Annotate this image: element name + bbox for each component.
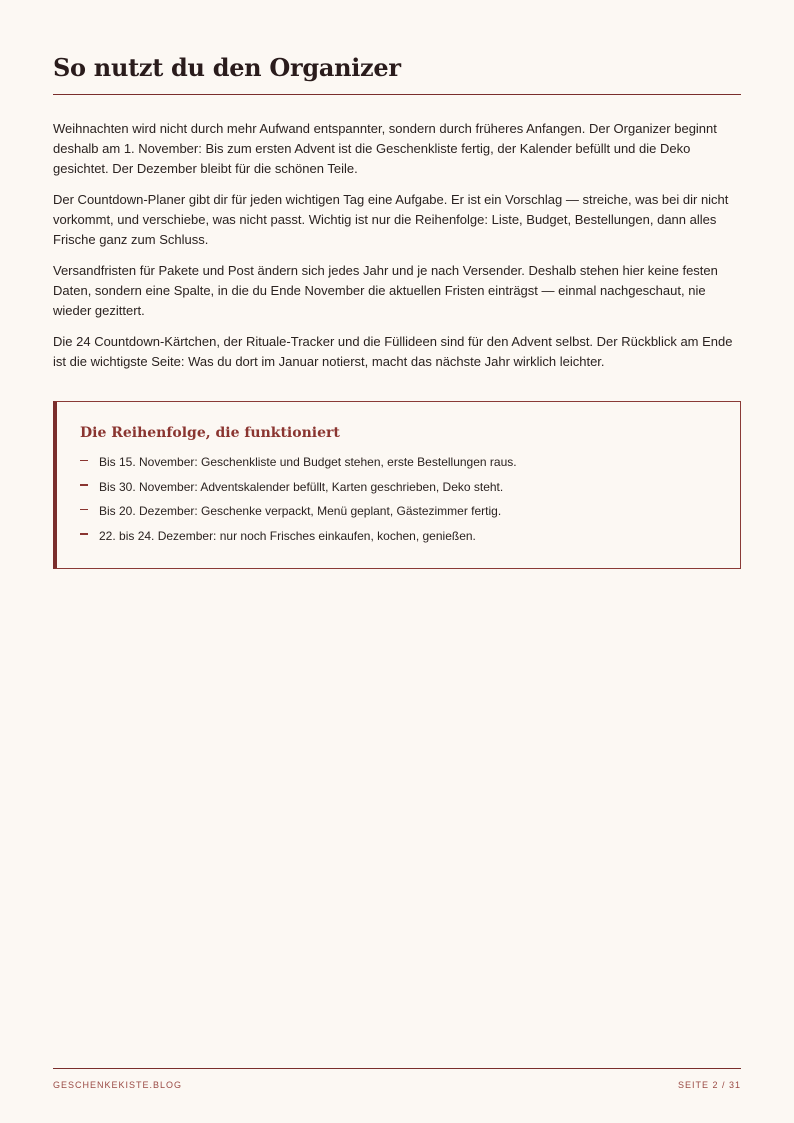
list-item-text: 22. bis 24. Dezember: nur noch Frisches einkaufen, kochen, genießen. <box>99 528 476 543</box>
dash-bullet-icon <box>80 509 88 510</box>
callout-title: Die Reihenfolge, die funktioniert <box>80 425 340 441</box>
paragraph: Der Countdown-Planer gibt dir für jeden wichtigen Tag eine Aufgabe. Er ist ein Vorschlag — streiche, was bei dir nicht vorkommt, und verschiebe, was nicht passt. Wichtig ist nur die Reihenfolge: Liste, Budget, Bestellungen, dann alles Frische ganz zum Schluss. <box>53 192 729 247</box>
paragraph: Weihnachten wird nicht durch mehr Aufwand entspannter, sondern durch früheres Anfangen. Der Organizer beginnt deshalb am 1. November: Bis zum ersten Advent ist die Geschenkliste fertig, der Kalender befüllt und die Deko gesichtet. Der Dezember bleibt für die schönen Teile. <box>53 121 717 176</box>
list-item <box>80 452 517 477</box>
list-item-text: Bis 20. Dezember: Geschenke verpackt, Menü geplant, Gästezimmer fertig. <box>99 504 502 518</box>
footer-divider <box>53 1068 741 1069</box>
list-item-text: Bis 15. November: Geschenkliste und Budget stehen, erste Bestellungen raus. <box>99 455 517 469</box>
list-item-text: Bis 30. November: Adventskalender befüllt, Karten geschrieben, Deko steht. <box>99 479 504 494</box>
dash-bullet-icon <box>80 460 88 461</box>
footer-site-name: GESCHENKEKISTE.BLOG <box>53 1080 183 1090</box>
list-item <box>80 477 517 502</box>
intro-text <box>53 119 741 383</box>
dash-bullet-icon <box>80 484 88 486</box>
footer-page-number: SEITE 2 / 31 <box>677 1080 741 1090</box>
paragraph: Die 24 Countdown-Kärtchen, der Rituale-Tracker und die Füllideen sind für den Advent selbst. Der Rückblick am Ende ist die wichtigste Seite: Was du dort im Januar notierst, macht das nächste Jahr wirklich leichter. <box>53 334 733 369</box>
list-item <box>80 526 517 551</box>
list-item <box>80 501 517 526</box>
title-divider <box>53 94 741 95</box>
paragraph: Versandfristen für Pakete und Post ändern sich jedes Jahr und je nach Versender. Deshalb stehen hier keine festen Daten, sondern eine Spalte, in die du Ende November die aktuellen Fristen einträgst — einmal nachgeschaut, nie wieder gezittert. <box>53 263 718 318</box>
timeline-list <box>80 452 517 550</box>
page-title: So nutzt du den Organizer <box>53 53 401 82</box>
sequence-callout-box <box>53 401 741 569</box>
dash-bullet-icon <box>80 533 88 535</box>
